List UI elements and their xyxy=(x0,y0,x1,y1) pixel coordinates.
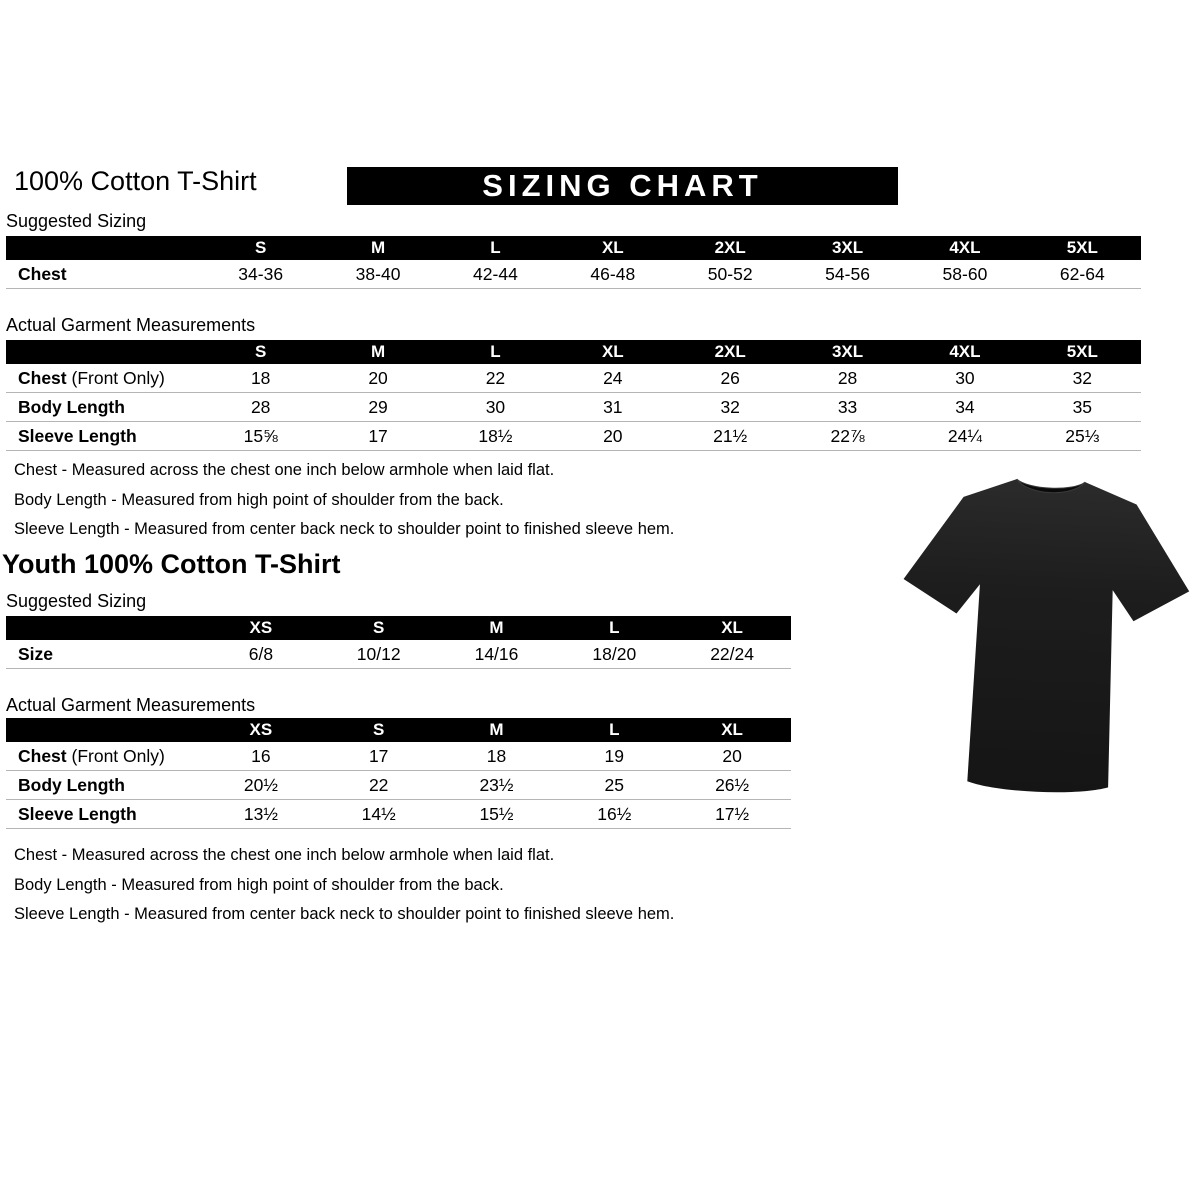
cell-value: 22 xyxy=(320,771,438,800)
row-label: Sleeve Length xyxy=(6,422,202,451)
adult-section-title: 100% Cotton T-Shirt xyxy=(14,166,257,196)
cell-value: 6/8 xyxy=(202,640,320,669)
cell-value: 17 xyxy=(319,422,436,451)
cell-value: 16½ xyxy=(555,800,673,829)
youth-suggested-sizing-label: Suggested Sizing xyxy=(6,591,147,611)
adult-measurement-notes xyxy=(14,459,674,548)
column-header: L xyxy=(555,616,673,640)
column-header: XL xyxy=(554,236,671,260)
column-header: S xyxy=(320,616,438,640)
row-label: Chest (Front Only) xyxy=(6,364,202,393)
corner-header xyxy=(6,340,202,364)
youth-actual-measurements-label: Actual Garment Measurements xyxy=(6,695,256,715)
cell-value: 13½ xyxy=(202,800,320,829)
cell-value: 20½ xyxy=(202,771,320,800)
cell-value: 46-48 xyxy=(554,260,671,289)
adult-suggested-sizing-table xyxy=(6,236,1141,289)
note-body-length: Body Length - Measured from high point of shoulder from the back. xyxy=(14,875,504,894)
size-table xyxy=(6,718,791,829)
cell-value: 30 xyxy=(437,393,554,422)
column-header: 3XL xyxy=(789,236,906,260)
youth-suggested-sizing-table xyxy=(6,616,791,669)
corner-header xyxy=(6,236,202,260)
adult-actual-measurements-table xyxy=(6,340,1141,451)
adult-suggested-sizing-label: Suggested Sizing xyxy=(6,211,147,231)
size-table xyxy=(6,616,791,669)
header-row xyxy=(6,340,1141,364)
cell-value: 10/12 xyxy=(320,640,438,669)
cell-value: 18/20 xyxy=(555,640,673,669)
cell-value: 21½ xyxy=(672,422,789,451)
cell-value: 25 xyxy=(555,771,673,800)
table-row xyxy=(6,364,1141,393)
row-label: Chest (Front Only) xyxy=(6,742,202,771)
column-header: S xyxy=(320,718,438,742)
note-chest: Chest - Measured across the chest one inch below armhole when laid flat. xyxy=(14,461,555,479)
note-body-length: Body Length - Measured from high point of shoulder from the back. xyxy=(14,490,504,509)
column-header: 2XL xyxy=(672,340,789,364)
column-header: M xyxy=(438,718,556,742)
cell-value: 23½ xyxy=(438,771,556,800)
column-header: S xyxy=(202,236,319,260)
header-row xyxy=(6,718,791,742)
note-chest: Chest - Measured across the chest one inch below armhole when laid flat. xyxy=(14,846,555,864)
cell-value: 18 xyxy=(202,364,319,393)
cell-value: 14/16 xyxy=(438,640,556,669)
row-label: Size xyxy=(6,640,202,669)
cell-value: 18 xyxy=(438,742,556,771)
column-header: L xyxy=(555,718,673,742)
cell-value: 14½ xyxy=(320,800,438,829)
cell-value: 34-36 xyxy=(202,260,319,289)
table-row xyxy=(6,422,1141,451)
cell-value: 33 xyxy=(789,393,906,422)
row-label: Chest xyxy=(6,260,202,289)
cell-value: 26 xyxy=(672,364,789,393)
cell-value: 16 xyxy=(202,742,320,771)
youth-measurement-notes xyxy=(14,844,674,933)
cell-value: 62-64 xyxy=(1024,260,1141,289)
size-table xyxy=(6,340,1141,451)
row-label: Body Length xyxy=(6,771,202,800)
cell-value: 26½ xyxy=(673,771,791,800)
cell-value: 22⅞ xyxy=(789,422,906,451)
youth-actual-measurements-table xyxy=(6,718,791,829)
size-table xyxy=(6,236,1141,289)
row-label-suffix: (Front Only) xyxy=(66,745,165,766)
column-header: 5XL xyxy=(1024,340,1141,364)
row-label-suffix: (Front Only) xyxy=(66,367,165,388)
row-label: Body Length xyxy=(6,393,202,422)
cell-value: 25⅓ xyxy=(1024,422,1141,451)
cell-value: 30 xyxy=(906,364,1023,393)
column-header: 3XL xyxy=(789,340,906,364)
corner-header xyxy=(6,718,202,742)
cell-value: 54-56 xyxy=(789,260,906,289)
column-header: 5XL xyxy=(1024,236,1141,260)
cell-value: 38-40 xyxy=(319,260,436,289)
cell-value: 15⅝ xyxy=(202,422,319,451)
table-row xyxy=(6,260,1141,289)
table-row xyxy=(6,800,791,829)
cell-value: 19 xyxy=(555,742,673,771)
cell-value: 20 xyxy=(554,422,671,451)
cell-value: 20 xyxy=(319,364,436,393)
tshirt-body xyxy=(895,474,1194,798)
column-header: 4XL xyxy=(906,236,1023,260)
note-sleeve-length: Sleeve Length - Measured from center back neck to shoulder point to finished sleeve hem. xyxy=(14,520,675,538)
sizing-chart-banner: SIZING CHART xyxy=(347,167,898,205)
table-row xyxy=(6,742,791,771)
cell-value: 34 xyxy=(906,393,1023,422)
column-header: M xyxy=(319,236,436,260)
column-header: XL xyxy=(673,616,791,640)
column-header: XS xyxy=(202,718,320,742)
header-row xyxy=(6,616,791,640)
column-header: XL xyxy=(554,340,671,364)
cell-value: 18½ xyxy=(437,422,554,451)
youth-section-title: Youth 100% Cotton T-Shirt xyxy=(2,549,341,579)
column-header: M xyxy=(438,616,556,640)
cell-value: 58-60 xyxy=(906,260,1023,289)
cell-value: 32 xyxy=(672,393,789,422)
cell-value: 50-52 xyxy=(672,260,789,289)
corner-header xyxy=(6,616,202,640)
cell-value: 15½ xyxy=(438,800,556,829)
note-sleeve-length: Sleeve Length - Measured from center back neck to shoulder point to finished sleeve hem. xyxy=(14,905,675,923)
column-header: L xyxy=(437,340,554,364)
column-header: 2XL xyxy=(672,236,789,260)
cell-value: 28 xyxy=(202,393,319,422)
row-label: Sleeve Length xyxy=(6,800,202,829)
cell-value: 20 xyxy=(673,742,791,771)
column-header: M xyxy=(319,340,436,364)
table-row xyxy=(6,393,1141,422)
cell-value: 28 xyxy=(789,364,906,393)
tshirt-image xyxy=(886,459,1200,822)
column-header: XS xyxy=(202,616,320,640)
cell-value: 17 xyxy=(320,742,438,771)
column-header: XL xyxy=(673,718,791,742)
table-row xyxy=(6,771,791,800)
cell-value: 24¼ xyxy=(906,422,1023,451)
adult-actual-measurements-label: Actual Garment Measurements xyxy=(6,315,256,335)
column-header: S xyxy=(202,340,319,364)
cell-value: 17½ xyxy=(673,800,791,829)
cell-value: 31 xyxy=(554,393,671,422)
cell-value: 32 xyxy=(1024,364,1141,393)
table-row xyxy=(6,640,791,669)
column-header: 4XL xyxy=(906,340,1023,364)
cell-value: 24 xyxy=(554,364,671,393)
column-header: L xyxy=(437,236,554,260)
cell-value: 22 xyxy=(437,364,554,393)
cell-value: 35 xyxy=(1024,393,1141,422)
cell-value: 22/24 xyxy=(673,640,791,669)
cell-value: 42-44 xyxy=(437,260,554,289)
cell-value: 29 xyxy=(319,393,436,422)
header-row xyxy=(6,236,1141,260)
